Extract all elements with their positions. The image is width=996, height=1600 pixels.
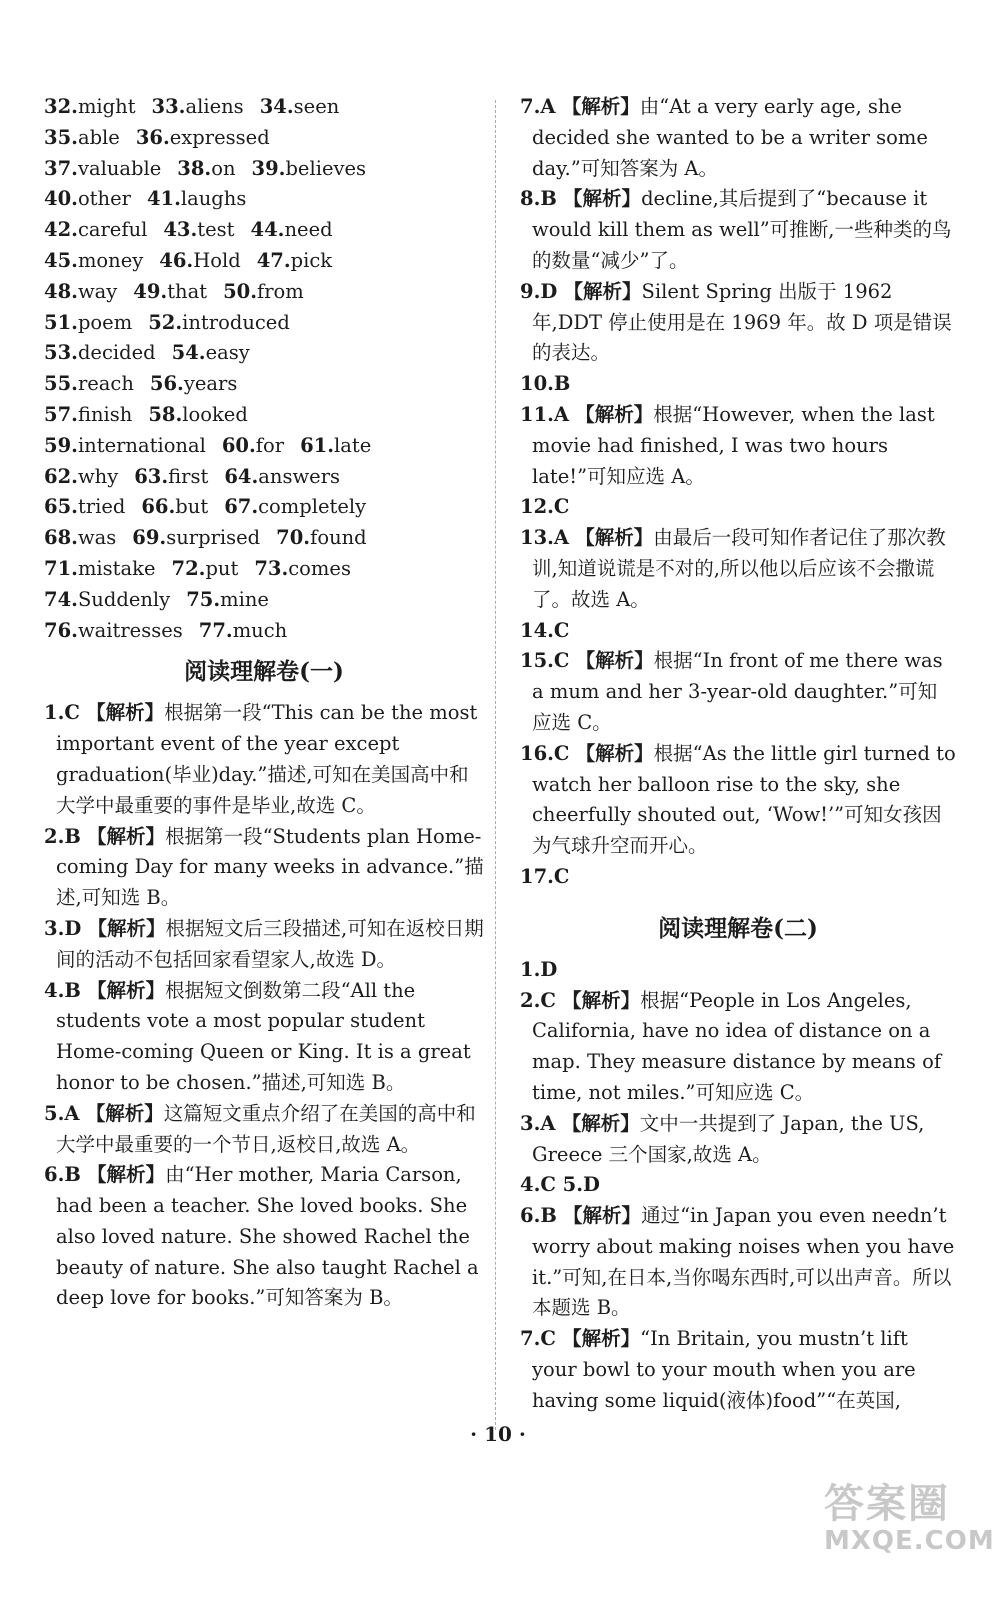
- analysis-label: 【解析】: [575, 526, 654, 550]
- analysis-text: 由最后一段可知作者记住了那次教训,知道说谎是不对的,所以他以后应该不会撒谎了。故选 A。: [532, 526, 946, 611]
- answer-item: [44, 492, 125, 523]
- answer-word: easy: [205, 341, 250, 365]
- answer-number: 74.: [44, 587, 78, 611]
- answer-row: [44, 123, 484, 154]
- analysis-label: 【解析】: [561, 95, 640, 118]
- answer-word: much: [232, 618, 288, 642]
- answer-row: [44, 338, 484, 369]
- analysis-text: Silent Spring 出版于 1962 年,DDT 停止使用是在 1969 年。故 D 项是错误的表达。: [532, 279, 952, 365]
- explanation-item: [520, 1324, 956, 1416]
- answer-word: late: [334, 433, 372, 457]
- question-answer: 13.A: [520, 526, 570, 550]
- analysis-label: 【解析】: [563, 187, 642, 211]
- answer-number: 47.: [256, 248, 291, 272]
- answer-item: [132, 523, 260, 554]
- question-answer: 7.A: [520, 95, 556, 118]
- answer-word: might: [77, 95, 136, 118]
- question-answer: 10.B: [520, 372, 571, 396]
- analysis-label: 【解析】: [562, 988, 641, 1012]
- answer-item: [44, 338, 156, 369]
- answer-item: [44, 431, 206, 462]
- question-answer: 1.D: [520, 957, 558, 981]
- answer-number: 54.: [171, 341, 206, 365]
- answer-word: looked: [182, 402, 248, 426]
- analysis-label: 【解析】: [575, 741, 654, 765]
- explanation-list-2: [520, 955, 956, 1417]
- answer-item: [44, 246, 143, 277]
- answer-number: 55.: [44, 372, 78, 396]
- answer-item: [44, 123, 120, 154]
- answer-number: 42.: [44, 218, 78, 242]
- question-answer: 4.C 5.D: [520, 1173, 600, 1197]
- answer-number: 37.: [44, 156, 78, 180]
- answer-number: 45.: [44, 248, 78, 272]
- answer-row: [44, 492, 484, 523]
- explanation-item: [44, 976, 484, 1099]
- answer-number: 63.: [134, 464, 169, 488]
- analysis-text: decline,其后提到了“because it would kill them as well”可推断,一些种类的鸟的数量“减少”了。: [532, 187, 952, 272]
- analysis-label: 【解析】: [562, 1327, 641, 1351]
- answer-word: valuable: [77, 156, 162, 180]
- watermark-bottom-text: MXQE.COM: [824, 1526, 995, 1556]
- answer-word: international: [77, 433, 206, 457]
- answer-word: tried: [77, 495, 126, 519]
- answer-word: but: [175, 495, 209, 519]
- explanation-item: [520, 1170, 956, 1201]
- answer-row: [44, 554, 484, 585]
- explanation-item: [44, 822, 484, 914]
- answer-word: introduced: [182, 310, 290, 334]
- explanation-item: [520, 986, 956, 1109]
- answer-item: [44, 523, 116, 554]
- answer-word: why: [77, 464, 119, 488]
- explanation-item: [44, 698, 484, 821]
- analysis-label: 【解析】: [87, 1163, 166, 1187]
- answer-number: 64.: [224, 464, 259, 488]
- analysis-label: 【解析】: [87, 916, 166, 940]
- answer-item: [44, 215, 147, 246]
- section-title-reading-2: 阅读理解卷(二): [658, 914, 818, 942]
- column-divider: [495, 100, 496, 1430]
- answer-word: expressed: [169, 125, 270, 149]
- answer-word: mine: [220, 587, 269, 611]
- answer-word: aliens: [185, 95, 244, 118]
- answer-item: [163, 215, 234, 246]
- explanation-item: [520, 492, 956, 523]
- answer-item: [44, 308, 132, 339]
- answer-row: [44, 462, 484, 493]
- question-answer: 7.C: [520, 1327, 556, 1351]
- answer-item: [172, 554, 239, 585]
- question-answer: 6.B: [44, 1163, 81, 1187]
- explanation-item: [520, 92, 956, 184]
- answer-item: [300, 431, 371, 462]
- answer-number: 66.: [141, 495, 176, 519]
- answer-row: [44, 308, 484, 339]
- question-answer: 15.C: [520, 649, 570, 673]
- analysis-text: 根据“In front of me there was a mum and her 3-year-old daughter.”可知应选 C。: [532, 649, 943, 734]
- right-column: [520, 92, 956, 1417]
- answer-row: [44, 92, 484, 123]
- answer-number: 51.: [44, 310, 78, 334]
- analysis-label: 【解析】: [563, 1204, 642, 1228]
- question-answer: 3.D: [44, 916, 82, 940]
- answer-number: 72.: [171, 556, 206, 580]
- answer-word: able: [77, 125, 120, 149]
- answer-number: 67.: [224, 495, 259, 519]
- analysis-label: 【解析】: [87, 978, 166, 1002]
- analysis-text: 根据“However, when the last movie had finished, I was two hours late!”可知应选 A。: [532, 402, 935, 488]
- answer-word: that: [167, 279, 208, 303]
- answer-number: 53.: [44, 341, 78, 365]
- answer-word: poem: [77, 310, 133, 334]
- answer-item: [251, 215, 333, 246]
- answer-number: 75.: [186, 587, 221, 611]
- question-answer: 12.C: [520, 495, 570, 519]
- question-answer: 17.C: [520, 864, 570, 888]
- answer-word: other: [77, 187, 131, 211]
- answer-row: [44, 616, 484, 647]
- answer-item: [224, 492, 366, 523]
- explanation-item: [520, 1109, 956, 1171]
- analysis-label: 【解析】: [563, 279, 642, 303]
- answer-number: 35.: [44, 125, 78, 149]
- answer-item: [224, 462, 340, 493]
- answer-word: believes: [285, 156, 367, 180]
- answer-number: 38.: [177, 156, 212, 180]
- answer-row: [44, 523, 484, 554]
- answer-word: decided: [77, 341, 156, 365]
- question-answer: 2.B: [44, 824, 81, 848]
- analysis-text: 这篇短文重点介绍了在美国的高中和大学中最重要的一个节日,返校日,故选 A。: [56, 1101, 476, 1156]
- answer-number: 77.: [198, 618, 233, 642]
- explanation-item: [520, 739, 956, 862]
- answer-item: [252, 154, 367, 185]
- answer-item: [199, 616, 287, 647]
- answer-list: [44, 92, 484, 646]
- answer-item: [44, 184, 131, 215]
- answer-item: [44, 462, 118, 493]
- answer-item: [147, 184, 246, 215]
- explanation-item: [520, 1201, 956, 1324]
- answer-row: [44, 154, 484, 185]
- answer-item: [150, 369, 237, 400]
- explanation-item: [520, 646, 956, 738]
- answer-word: comes: [288, 556, 351, 580]
- question-answer: 14.C: [520, 618, 570, 642]
- analysis-text: “In Britain, you mustn’t lift your bowl to your mouth when you are having some liquid(液体)food”“在英国,: [532, 1327, 916, 1412]
- answer-number: 36.: [135, 125, 170, 149]
- answer-item: [276, 523, 367, 554]
- answer-word: careful: [77, 218, 148, 242]
- answer-item: [222, 431, 284, 462]
- question-answer: 2.C: [520, 988, 556, 1012]
- answer-number: 57.: [44, 402, 78, 426]
- answer-number: 46.: [159, 248, 194, 272]
- explanation-item: [44, 1099, 484, 1161]
- answer-number: 44.: [250, 218, 285, 242]
- explanation-list-1: [44, 698, 484, 1314]
- analysis-label: 【解析】: [575, 402, 654, 426]
- answer-item: [44, 154, 161, 185]
- answer-item: [44, 616, 183, 647]
- answer-row: [44, 431, 484, 462]
- answer-number: 48.: [44, 279, 78, 303]
- analysis-label: 【解析】: [561, 1111, 640, 1135]
- analysis-text: 根据“As the little girl turned to watch her balloon rise to the sky, she cheerfully shouted out, ‘Wow!’”可知女孩因为气球升空而开心。: [532, 741, 956, 858]
- analysis-text: 根据短文后三段描述,可知在返校日期间的活动不包括回家看望家人,故选 D。: [56, 916, 484, 971]
- explanation-item: [44, 914, 484, 976]
- answer-word: completely: [258, 495, 367, 519]
- answer-word: reach: [77, 372, 134, 396]
- answer-item: [254, 554, 351, 585]
- answer-word: from: [257, 279, 304, 303]
- answer-item: [44, 585, 170, 616]
- answer-word: Hold: [193, 248, 241, 272]
- answer-word: for: [255, 433, 285, 457]
- answer-word: surprised: [166, 526, 261, 550]
- answer-number: 70.: [276, 526, 311, 550]
- answer-item: [152, 92, 244, 123]
- answer-number: 40.: [44, 187, 78, 211]
- explanation-item: [520, 277, 956, 369]
- question-answer: 6.B: [520, 1204, 557, 1228]
- answer-number: 61.: [300, 433, 335, 457]
- analysis-text: 根据第一段“Students plan Home-coming Day for many weeks in advance.”描述,可知选 B。: [56, 824, 484, 910]
- answer-word: need: [284, 218, 333, 242]
- answer-word: was: [77, 526, 117, 550]
- answer-word: on: [211, 156, 236, 180]
- answer-number: 34.: [259, 95, 294, 118]
- answer-row: [44, 215, 484, 246]
- answer-row: [44, 277, 484, 308]
- answer-number: 69.: [132, 526, 167, 550]
- explanation-item: [520, 616, 956, 647]
- answer-item: [44, 277, 117, 308]
- answer-row: [44, 585, 484, 616]
- section-title-reading-1: 阅读理解卷(一): [184, 658, 344, 686]
- answer-word: put: [205, 556, 239, 580]
- explanation-item: [520, 862, 956, 893]
- answer-number: 52.: [148, 310, 183, 334]
- question-answer: 8.B: [520, 187, 557, 211]
- answer-item: [260, 92, 340, 123]
- answer-item: [186, 585, 269, 616]
- watermark-top-text: 答案圈: [824, 1481, 950, 1527]
- answer-number: 49.: [133, 279, 168, 303]
- analysis-label: 【解析】: [575, 649, 654, 673]
- answer-word: found: [310, 526, 367, 550]
- answer-number: 33.: [151, 95, 186, 118]
- analysis-text: 由“Her mother, Maria Carson, had been a teacher. She loved books. She also loved nature. She showed Rachel the beauty of nature. She also taught Rachel a deep love for books.”可知答案为 B。: [56, 1163, 479, 1310]
- analysis-text: 文中一共提到了 Japan, the US, Greece 三个国家,故选 A。: [532, 1111, 925, 1166]
- answer-word: way: [77, 279, 118, 303]
- answer-word: years: [183, 372, 238, 396]
- answer-item: [44, 92, 136, 123]
- answer-word: seen: [293, 95, 340, 118]
- watermark-logo: [824, 1481, 995, 1556]
- answer-number: 32.: [44, 95, 78, 118]
- analysis-label: 【解析】: [86, 701, 165, 725]
- explanation-list-1-continued: [520, 92, 956, 893]
- answer-number: 62.: [44, 464, 78, 488]
- answer-word: finish: [77, 402, 133, 426]
- answer-word: pick: [290, 248, 333, 272]
- answer-item: [44, 369, 134, 400]
- answer-number: 65.: [44, 495, 78, 519]
- answer-number: 43.: [163, 218, 198, 242]
- answer-item: [172, 338, 250, 369]
- answer-item: [141, 492, 208, 523]
- answer-item: [44, 554, 156, 585]
- answer-word: Suddenly: [77, 587, 171, 611]
- answer-number: 60.: [221, 433, 256, 457]
- explanation-item: [520, 184, 956, 276]
- answer-item: [257, 246, 332, 277]
- analysis-text: 根据“People in Los Angeles, California, have no idea of distance on a map. They measure distance by means of time, not miles.”可知应选 C。: [532, 988, 942, 1104]
- answer-number: 50.: [223, 279, 258, 303]
- answer-number: 73.: [254, 556, 289, 580]
- answer-word: test: [197, 218, 235, 242]
- question-answer: 9.D: [520, 279, 558, 303]
- question-answer: 11.A: [520, 402, 570, 426]
- question-answer: 5.A: [44, 1101, 80, 1125]
- answer-item: [133, 277, 207, 308]
- answer-word: mistake: [77, 556, 156, 580]
- answer-word: first: [168, 464, 209, 488]
- answer-item: [177, 154, 235, 185]
- answer-number: 56.: [149, 372, 184, 396]
- analysis-text: 由“At a very early age, she decided she wanted to be a writer some day.”可知答案为 A。: [532, 95, 928, 180]
- answer-item: [148, 400, 248, 431]
- answer-item: [159, 246, 240, 277]
- answer-word: laughs: [180, 187, 247, 211]
- answer-number: 68.: [44, 526, 78, 550]
- answer-row: [44, 400, 484, 431]
- explanation-item: [44, 1160, 484, 1314]
- answer-item: [148, 308, 290, 339]
- analysis-text: 通过“in Japan you even needn’t worry about making noises when you have it.”可知,在日本,当你喝东西时,可以出声音。所以本题选 B。: [532, 1204, 955, 1320]
- answer-number: 41.: [146, 187, 181, 211]
- explanation-item: [520, 369, 956, 400]
- answer-word: money: [77, 248, 144, 272]
- answer-item: [44, 400, 132, 431]
- answer-item: [136, 123, 270, 154]
- answer-item: [134, 462, 208, 493]
- answer-word: answers: [258, 464, 341, 488]
- question-answer: 1.C: [44, 701, 80, 725]
- analysis-text: 根据第一段“This can be the most important event of the year except graduation(毕业)day.”描述,可知在美国高中和大学中最重要的事件是毕业,故选 C。: [56, 701, 478, 817]
- answer-number: 59.: [44, 433, 78, 457]
- answer-row: [44, 369, 484, 400]
- question-answer: 4.B: [44, 978, 81, 1002]
- answer-row: [44, 246, 484, 277]
- analysis-label: 【解析】: [87, 824, 166, 848]
- explanation-item: [520, 523, 956, 615]
- answer-row: [44, 184, 484, 215]
- question-answer: 16.C: [520, 741, 570, 765]
- answer-word: waitresses: [77, 618, 183, 642]
- explanation-item: [520, 400, 956, 492]
- question-answer: 3.A: [520, 1111, 556, 1135]
- page-number: · 10 ·: [470, 1422, 526, 1446]
- answer-number: 58.: [148, 402, 183, 426]
- answer-number: 71.: [44, 556, 78, 580]
- analysis-text: 根据短文倒数第二段“All the students vote a most popular student Home-coming Queen or King. It is a great honor to be chosen.”描述,可知选 B。: [56, 978, 471, 1094]
- answer-item: [223, 277, 304, 308]
- explanation-item: [520, 955, 956, 986]
- answer-number: 39.: [251, 156, 286, 180]
- left-column: [44, 92, 484, 1314]
- analysis-label: 【解析】: [85, 1101, 164, 1125]
- answer-number: 76.: [44, 618, 78, 642]
